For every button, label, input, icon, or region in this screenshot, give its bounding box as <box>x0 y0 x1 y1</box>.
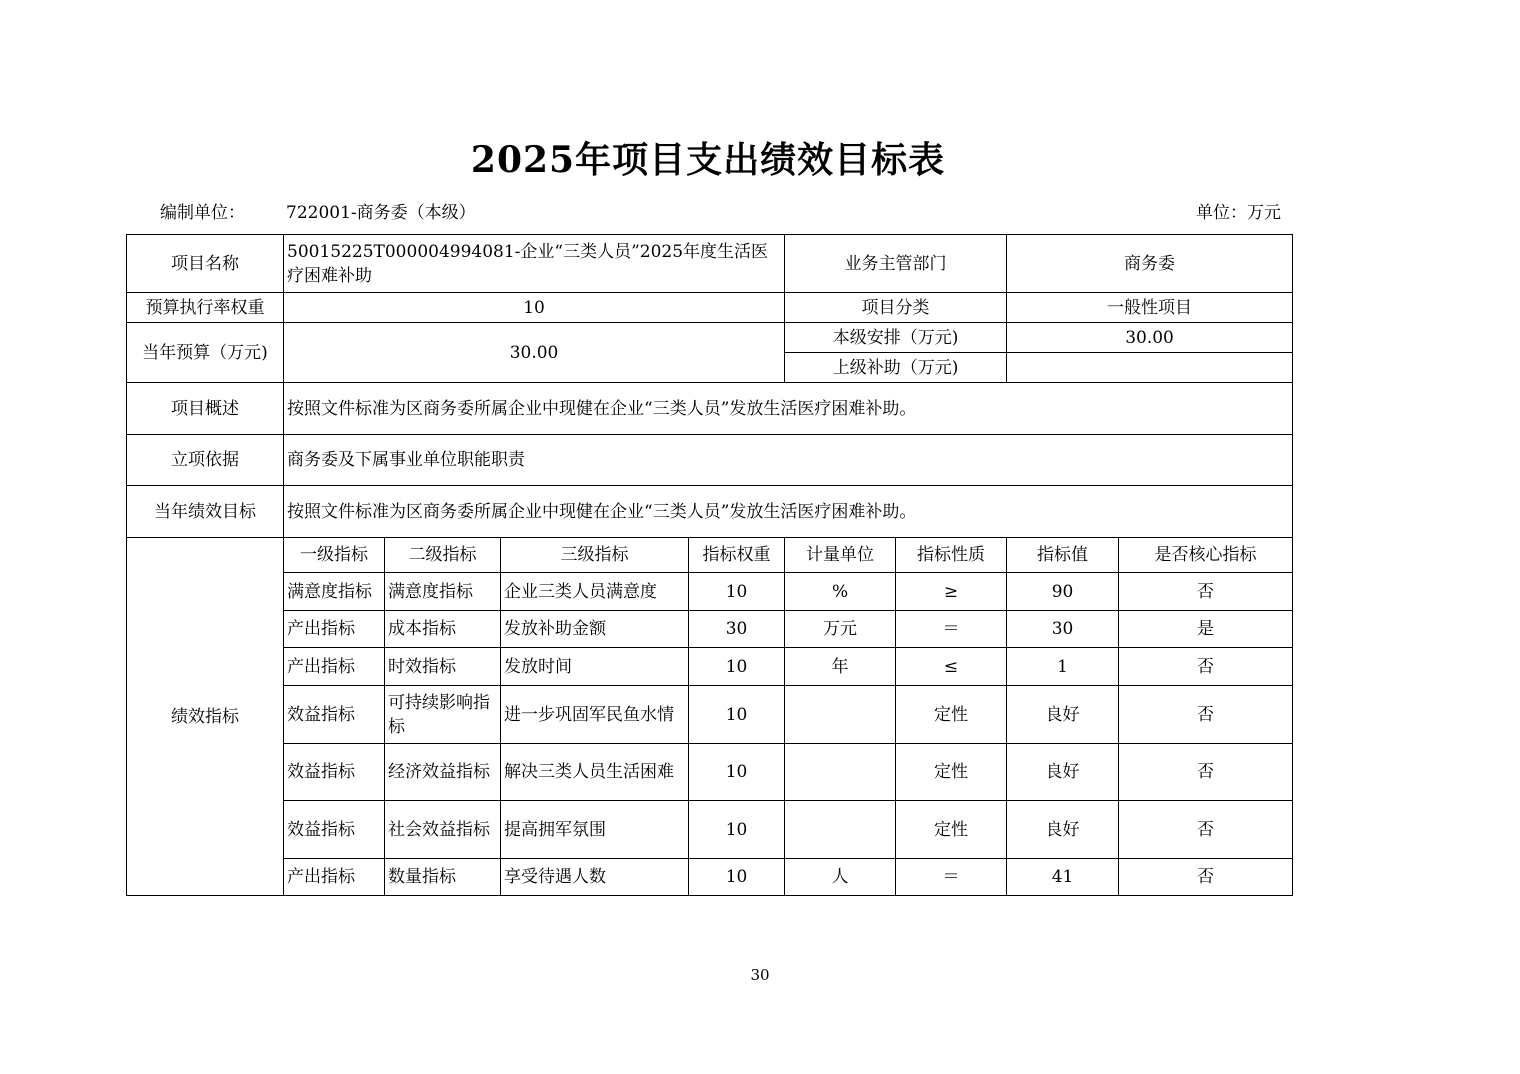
indicator-weight: 10 <box>689 801 785 859</box>
level1-indicator: 产出指标 <box>284 611 385 648</box>
indicator-value: 90 <box>1007 573 1119 611</box>
upper-funding-value <box>1007 353 1293 383</box>
table-row <box>127 611 1293 648</box>
indicator-unit: 年 <box>785 648 896 686</box>
indicator-unit: 万元 <box>785 611 896 648</box>
dept-label: 业务主管部门 <box>785 235 1007 293</box>
unit-value: 722001-商务委（本级） <box>286 203 476 223</box>
core-indicator-flag: 否 <box>1119 573 1293 611</box>
level1-indicator: 效益指标 <box>284 801 385 859</box>
overview-label: 项目概述 <box>127 383 284 435</box>
indicator-value: 良好 <box>1007 686 1119 744</box>
indicator-unit: % <box>785 573 896 611</box>
indicator-weight: 10 <box>689 859 785 896</box>
level2-indicator: 满意度指标 <box>385 573 501 611</box>
indicator-weight: 10 <box>689 744 785 801</box>
level2-indicator: 社会效益指标 <box>385 801 501 859</box>
level2-indicator: 数量指标 <box>385 859 501 896</box>
project-name-value: 50015225T000004994081-企业“三类人员”2025年度生活医疗困难补助 <box>284 235 785 293</box>
indicator-value: 1 <box>1007 648 1119 686</box>
currency-unit: 单位：万元 <box>1196 203 1281 223</box>
level3-indicator: 解决三类人员生活困难 <box>501 744 689 801</box>
budget-value: 30.00 <box>284 323 785 383</box>
overview-value: 按照文件标准为区商务委所属企业中现健在企业“三类人员”发放生活医疗困难补助。 <box>284 383 1293 435</box>
indicator-header: 指标权重 <box>689 538 785 573</box>
indicator-unit <box>785 686 896 744</box>
level3-indicator: 发放补助金额 <box>501 611 689 648</box>
budget-label: 当年预算（万元) <box>127 323 284 383</box>
level3-indicator: 进一步巩固军民鱼水情 <box>501 686 689 744</box>
indicator-value: 良好 <box>1007 744 1119 801</box>
level1-indicator: 满意度指标 <box>284 573 385 611</box>
level3-indicator: 享受待遇人数 <box>501 859 689 896</box>
indicator-unit: 人 <box>785 859 896 896</box>
goal-value: 按照文件标准为区商务委所属企业中现健在企业“三类人员”发放生活医疗困难补助。 <box>284 486 1293 538</box>
weight-value: 10 <box>284 293 785 323</box>
indicator-nature: ＝ <box>896 859 1007 896</box>
core-indicator-flag: 否 <box>1119 801 1293 859</box>
indicator-unit <box>785 801 896 859</box>
indicator-nature: ≤ <box>896 648 1007 686</box>
indicator-nature: 定性 <box>896 801 1007 859</box>
table-row <box>127 573 1293 611</box>
indicator-header: 是否核心指标 <box>1119 538 1293 573</box>
basis-label: 立项依据 <box>127 435 284 486</box>
indicator-weight: 10 <box>689 648 785 686</box>
indicator-nature: 定性 <box>896 744 1007 801</box>
upper-funding-label: 上级补助（万元) <box>785 353 1007 383</box>
core-indicator-flag: 否 <box>1119 744 1293 801</box>
basis-value: 商务委及下属事业单位职能职责 <box>284 435 1293 486</box>
indicator-weight: 10 <box>689 573 785 611</box>
table-row <box>127 648 1293 686</box>
category-value: 一般性项目 <box>1007 293 1293 323</box>
indicator-weight: 30 <box>689 611 785 648</box>
table-row <box>127 686 1293 744</box>
performance-target-table <box>126 234 1293 896</box>
indicator-header: 三级指标 <box>501 538 689 573</box>
category-label: 项目分类 <box>785 293 1007 323</box>
level1-indicator: 产出指标 <box>284 859 385 896</box>
level3-indicator: 发放时间 <box>501 648 689 686</box>
indicator-weight: 10 <box>689 686 785 744</box>
indicator-nature: ＝ <box>896 611 1007 648</box>
indicators-section-label: 绩效指标 <box>127 538 284 896</box>
local-funding-value: 30.00 <box>1007 323 1293 353</box>
weight-label: 预算执行率权重 <box>127 293 284 323</box>
indicator-header: 二级指标 <box>385 538 501 573</box>
level3-indicator: 提高拥军氛围 <box>501 801 689 859</box>
page-number: 30 <box>750 966 770 984</box>
table-row <box>127 801 1293 859</box>
indicator-header: 一级指标 <box>284 538 385 573</box>
page-title: 2025年项目支出绩效目标表 <box>470 139 946 181</box>
indicator-unit <box>785 744 896 801</box>
indicator-header: 指标性质 <box>896 538 1007 573</box>
level1-indicator: 效益指标 <box>284 686 385 744</box>
core-indicator-flag: 是 <box>1119 611 1293 648</box>
indicator-value: 41 <box>1007 859 1119 896</box>
level3-indicator: 企业三类人员满意度 <box>501 573 689 611</box>
indicator-nature: 定性 <box>896 686 1007 744</box>
level1-indicator: 效益指标 <box>284 744 385 801</box>
level2-indicator: 成本指标 <box>385 611 501 648</box>
core-indicator-flag: 否 <box>1119 859 1293 896</box>
table-row <box>127 744 1293 801</box>
goal-label: 当年绩效目标 <box>127 486 284 538</box>
indicator-value: 30 <box>1007 611 1119 648</box>
project-name-label: 项目名称 <box>127 235 284 293</box>
indicator-header: 指标值 <box>1007 538 1119 573</box>
core-indicator-flag: 否 <box>1119 686 1293 744</box>
level2-indicator: 时效指标 <box>385 648 501 686</box>
level2-indicator: 经济效益指标 <box>385 744 501 801</box>
level1-indicator: 产出指标 <box>284 648 385 686</box>
local-funding-label: 本级安排（万元) <box>785 323 1007 353</box>
indicator-nature: ≥ <box>896 573 1007 611</box>
dept-value: 商务委 <box>1007 235 1293 293</box>
level2-indicator: 可持续影响指标 <box>385 686 501 744</box>
core-indicator-flag: 否 <box>1119 648 1293 686</box>
indicator-value: 良好 <box>1007 801 1119 859</box>
unit-label: 编制单位： <box>160 203 245 223</box>
table-row <box>127 859 1293 896</box>
indicator-header: 计量单位 <box>785 538 896 573</box>
